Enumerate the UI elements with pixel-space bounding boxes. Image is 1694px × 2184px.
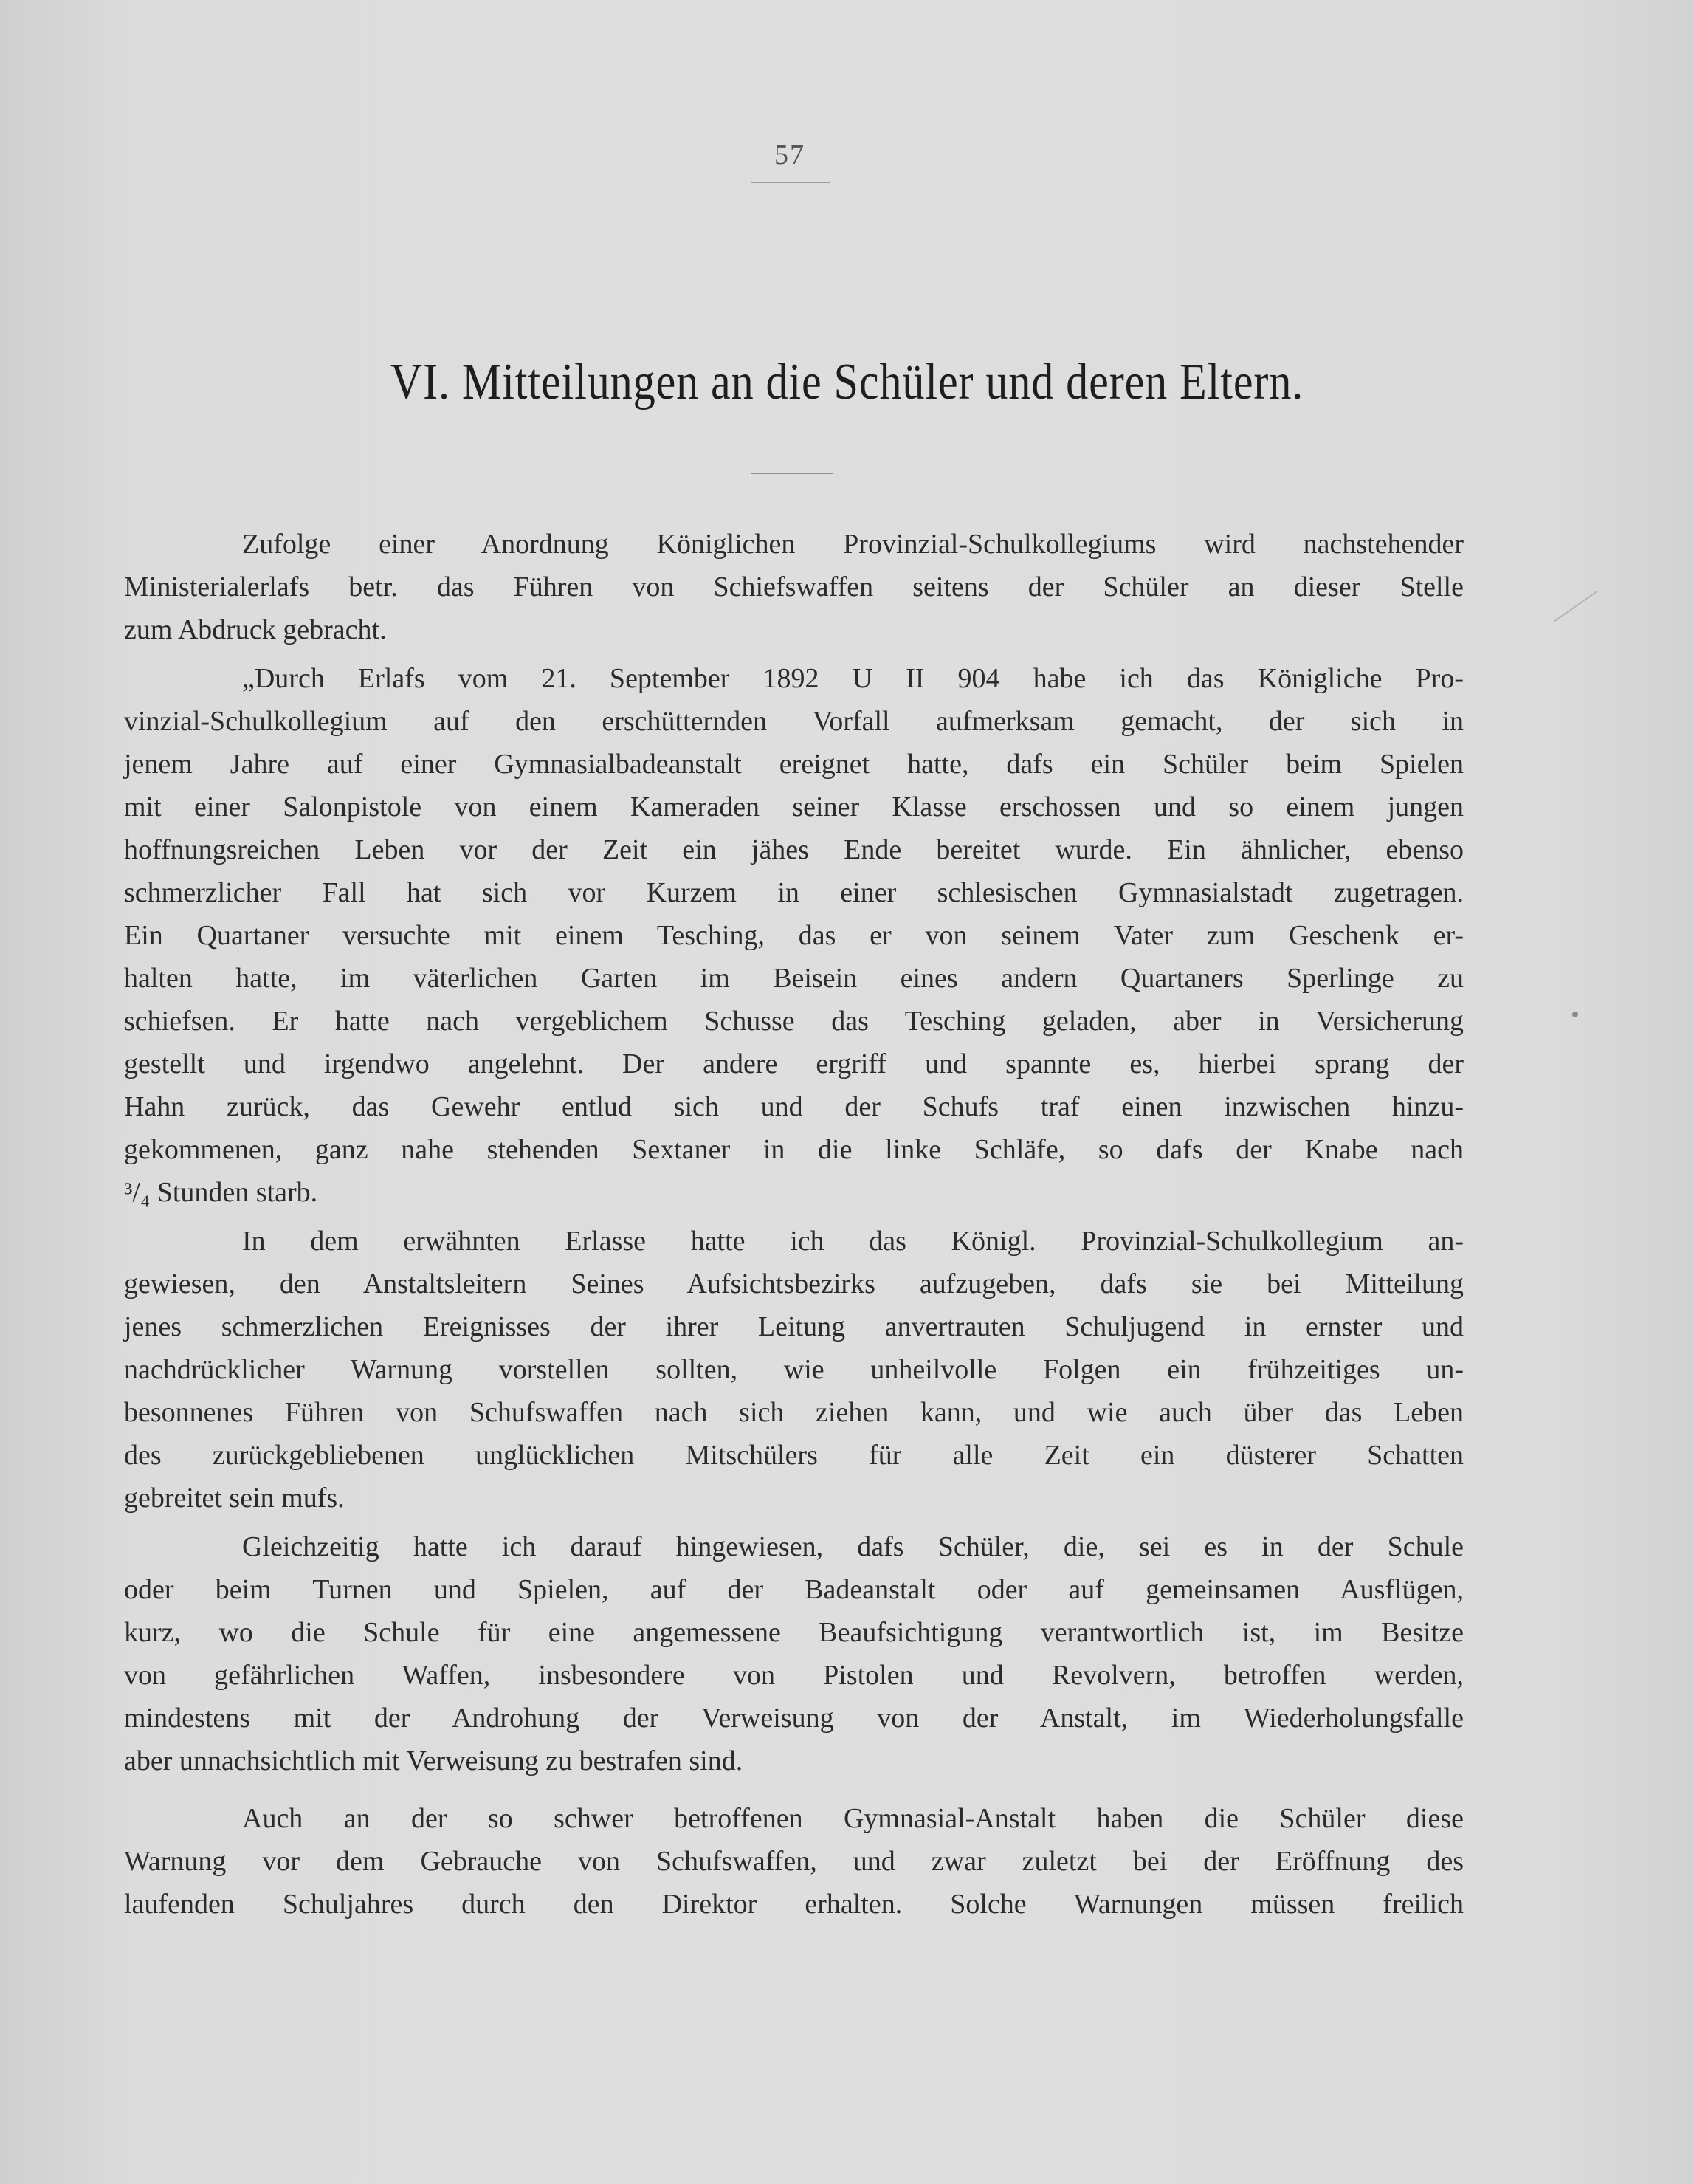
text-line: ³/₄ Stunden starb.: [124, 1177, 318, 1208]
text-line: halten hatte, im väterlichen Garten im Beisein eines andern Quartaners Sperlinge zu: [124, 963, 1464, 994]
text-line: des zurückgebliebenen unglücklichen Mitschülers für alle Zeit ein düsterer Schatten: [124, 1440, 1464, 1471]
text-line: Ein Quartaner versuchte mit einem Tesching, das er von seinem Vater zum Geschenk er-: [124, 920, 1464, 951]
text-line: „Durch Erlafs vom 21. September 1892 U II 904 habe ich das Königliche Pro-: [242, 663, 1464, 694]
paragraph-5: [124, 1797, 1464, 1926]
text-line: vinzial-Schulkollegium auf den erschütternden Vorfall aufmerksam gemacht, der sich in: [124, 706, 1464, 737]
scan-speck: [1572, 1012, 1578, 1017]
paragraph-2: [124, 657, 1464, 1214]
text-line: In dem erwähnten Erlasse hatte ich das Königl. Provinzial-Schulkollegium an-: [242, 1226, 1464, 1257]
heading-rule: [751, 473, 833, 474]
text-line: nachdrücklicher Warnung vorstellen sollten, wie unheilvolle Folgen ein frühzeitiges un-: [124, 1354, 1464, 1385]
text-line: schmerzlicher Fall hat sich vor Kurzem in einer schlesischen Gymnasialstadt zugetragen.: [124, 877, 1464, 908]
text-line: zum Abdruck gebracht.: [124, 614, 387, 645]
text-line: jenem Jahre auf einer Gymnasialbadeanstalt ereignet hatte, dafs ein Schüler beim Spielen: [124, 749, 1464, 780]
text-line: jenes schmerzlichen Ereignisses der ihrer Leitung anvertrauten Schuljugend in ernster und: [124, 1311, 1464, 1342]
text-line: laufenden Schuljahres durch den Direktor erhalten. Solche Warnungen müssen freilich: [124, 1889, 1464, 1920]
text-line: schiefsen. Er hatte nach vergeblichem Schusse das Tesching geladen, aber in Versicherung: [124, 1006, 1464, 1037]
text-line: gekommenen, ganz nahe stehenden Sextaner in die linke Schläfe, so dafs der Knabe nach: [124, 1134, 1464, 1165]
text-line: kurz, wo die Schule für eine angemessene Beaufsichtigung verantwortlich ist, im Besitze: [124, 1617, 1464, 1648]
text-line: Hahn zurück, das Gewehr entlud sich und der Schufs traf einen inzwischen hinzu-: [124, 1091, 1464, 1122]
text-line: von gefährlichen Waffen, insbesondere von Pistolen und Revolvern, betroffen werden,: [124, 1660, 1464, 1691]
text-line: gebreitet sein mufs.: [124, 1483, 345, 1514]
text-line: besonnenes Führen von Schufswaffen nach sich ziehen kann, und wie auch über das Leben: [124, 1397, 1464, 1428]
paragraph-3: [124, 1220, 1464, 1519]
body-text: [124, 523, 1464, 1926]
text-line: hoffnungsreichen Leben vor der Zeit ein jähes Ende bereitet wurde. Ein ähnlicher, ebenso: [124, 834, 1464, 865]
text-line: Zufolge einer Anordnung Königlichen Provinzial-Schulkollegiums wird nachstehender: [242, 529, 1464, 560]
text-line: Gleichzeitig hatte ich darauf hingewiesen, dafs Schüler, die, sei es in der Schule: [242, 1531, 1464, 1562]
text-line: oder beim Turnen und Spielen, auf der Badeanstalt oder auf gemeinsamen Ausflügen,: [124, 1574, 1464, 1605]
text-line: Warnung vor dem Gebrauche von Schufswaffen, und zwar zuletzt bei der Eröffnung des: [124, 1846, 1464, 1877]
paragraph-1: [124, 523, 1464, 651]
text-line: gestellt und irgendwo angelehnt. Der andere ergriff und spannte es, hierbei sprang der: [124, 1048, 1464, 1079]
text-line: mit einer Salonpistole von einem Kameraden seiner Klasse erschossen und so einem jungen: [124, 791, 1464, 823]
text-line: gewiesen, den Anstaltsleitern Seines Aufsichtsbezirks aufzugeben, dafs sie bei Mitteilung: [124, 1268, 1464, 1299]
page-number-rule: [751, 182, 830, 183]
text-line: Auch an der so schwer betroffenen Gymnasial-Anstalt haben die Schüler diese: [242, 1803, 1464, 1834]
section-heading: VI. Mitteilungen an die Schüler und deren Eltern.: [390, 354, 1304, 411]
page-number: 57: [774, 140, 805, 171]
text-line: Ministerialerlafs betr. das Führen von Schiefswaffen seitens der Schüler an dieser Stelle: [124, 571, 1464, 602]
text-line: mindestens mit der Androhung der Verweisung von der Anstalt, im Wiederholungsfalle: [124, 1703, 1464, 1734]
text-line: aber unnachsichtlich mit Verweisung zu bestrafen sind.: [124, 1745, 743, 1776]
paragraph-4: [124, 1525, 1464, 1782]
scan-scratch: [1554, 591, 1597, 622]
